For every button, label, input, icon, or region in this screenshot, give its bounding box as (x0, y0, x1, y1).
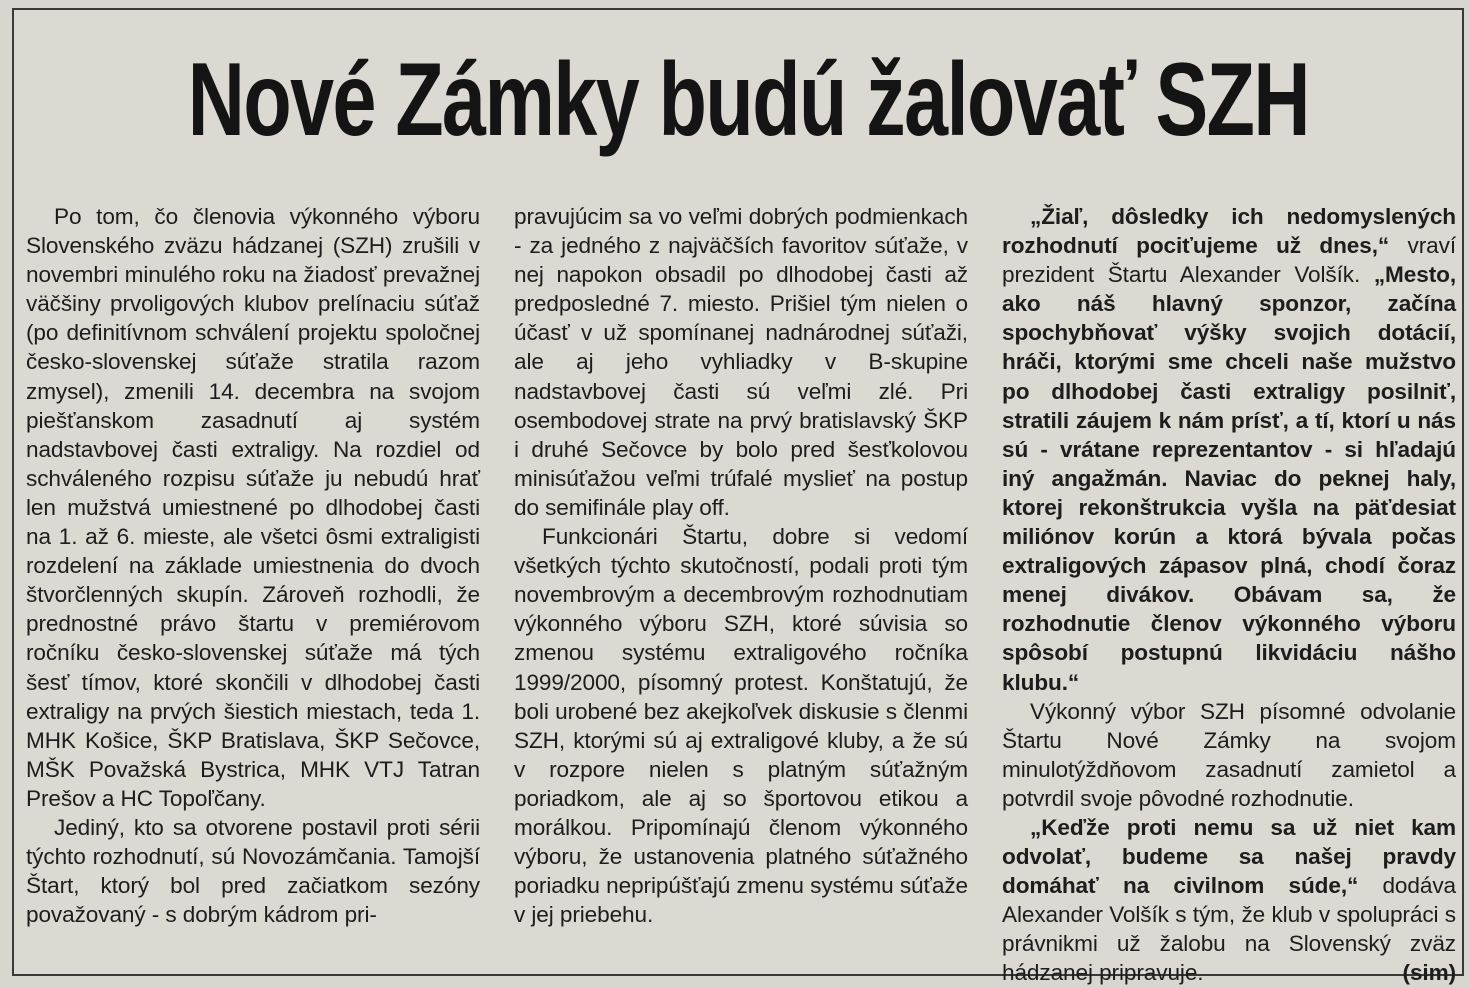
article-column-3 (1002, 202, 1456, 988)
quote-bold: „Žiaľ, dôsledky ich nedomyslených rozhodnutí pociťujeme už dnes,“ (1002, 204, 1456, 259)
newspaper-clipping (12, 8, 1464, 986)
quote-bold: „Mesto, ako náš hlavný sponzor, začína spochybňovať výšky svojich dotácií, hráči, ktorými sme chceli naše mužstvo po dlhodobej časti extraligy posilniť, stratili záujem k nám prísť, a tí, ktorí u nás sú - vrátane reprezentantov - si hľadajú iný angažmán. Naviac do peknej haly, ktorej rekonštrukcia vyšla na päťdesiat miliónov korún a ktorá bývala počas extraligových zápasov plná, chodí čoraz menej divákov. Obávam sa, že rozhodnutie členov výkonného výboru spôsobí postupnú likvidáciu nášho klubu.“ (1002, 262, 1456, 695)
paragraph: Jediný, kto sa otvorene postavil proti sérii týchto rozhodnutí, sú Novozámčania. Tamojší Štart, ktorý bol pred začiatkom sezóny považovaný - s dobrým kádrom pri- (26, 814, 480, 928)
article-column-1 (26, 202, 480, 988)
paragraph: Po tom, čo členovia výkonného výboru Slovenského zväzu hádzanej (SZH) zrušili v novembri minulého roku na žiadosť prevažnej väčšiny prvoligových klubov prelínaciu súťaž (po definitívnom schválení projektu spoločnej česko-slovenskej súťaže stratila razom zmysel), zmenili 14. decembra na svojom piešťanskom zasadnutí aj systém nadstavbovej časti extraligy. Na rozdiel od schváleného rozpisu súťaže ju nebudú hrať len mužstvá umiestnené po dlhodobej časti na 1. až 6. mieste, ale všetci ôsmi extraligisti rozdelení na základe umiestnenia do dvoch štvorčlenných skupín. Zároveň rozhodli, že prednostné právo štartu v premiérovom ročníku česko-slovenskej súťaže má tých šesť tímov, ktoré skončili v dlhodobej časti extraligy na prvých šiestich miestach, teda 1. MHK Košice, ŠKP Bratislava, ŠKP Sečovce, MŠK Považská Bystrica, MHK VTJ Tatran Prešov a HC Topoľčany. (26, 204, 480, 811)
quote-paragraph (1002, 202, 1456, 697)
author-signature: (sim) (1402, 960, 1456, 986)
quote-bold: „Keďže proti nemu sa už niet kam odvolať, budeme sa našej pravdy domáhať na civilnom súde,“ (1002, 814, 1456, 899)
quote-attribution: dodáva Alexander Volšík s tým, že klub v spolupráci s právnikmi už žalobu na Slovenský zväz hádzanej pripravuje. (1002, 873, 1456, 986)
quote-attribution: vraví prezident Štartu Alexander Volšík. (1002, 233, 1457, 288)
quote-paragraph (1002, 813, 1456, 988)
article-body (26, 202, 1456, 988)
paragraph: pravujúcim sa vo veľmi dobrých podmienkach - za jedného z najväčších favoritov súťaže, v nej napokon obsadil po dlhodobej časti až predposledné 7. miesto. Prišiel tým nielen o účasť v už spomínanej nadnárodnej súťaži, ale aj jeho vyhliadky v B-skupine nadstavbovej časti sú veľmi zlé. Pri osembodovej strate na prvý bratislavský ŠKP i druhé Sečovce by bolo pred šesťkolovou minisúťažou veľmi trúfalé myslieť na postup do semifinále play off. (514, 204, 968, 520)
paragraph: Funkcionári Štartu, dobre si vedomí všetkých týchto skutočností, podali proti tým novembrovým a decembrovým rozhodnutiam výkonného výboru SZH, ktoré súvisia so zmenou systému extraligového ročníka 1999/2000, písomný protest. Konštatujú, že boli urobené bez akejkoľvek diskusie s členmi SZH, ktorými sú aj extraligové kluby, a že sú v rozpore nielen s platným súťažným poriadkom, ale aj so športovou etikou a morálkou. Pripomínajú členom výkonného výboru, že ustanovenia platného súťažného poriadku nepripúšťajú zmenu systému súťaže v jej priebehu. (514, 524, 968, 928)
article-headline: Nové Zámky budú žalovať SZH (187, 42, 1309, 158)
article-column-2 (514, 202, 968, 988)
paragraph: Výkonný výbor SZH písomné odvolanie Štartu Nové Zámky na svojom minulotýždňovom zasadnutí zamietol a potvrdil svoje pôvodné rozhodnutie. (1002, 698, 1456, 811)
